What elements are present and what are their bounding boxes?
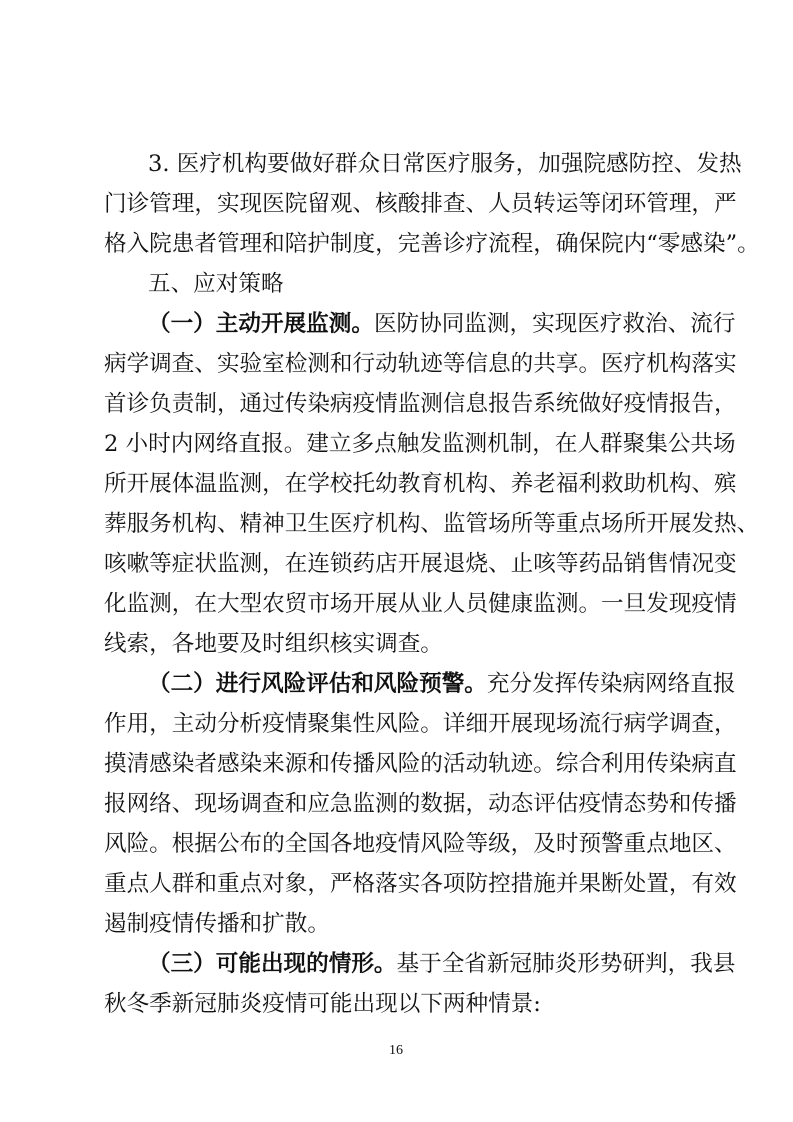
subsection-text: 充分发挥传染病网络直报 <box>486 671 736 697</box>
paragraph-line: 咳嗽等症状监测，在连锁药店开展退烧、止咳等药品销售情况变 <box>104 551 737 577</box>
paragraph-line: 首诊负责制，通过传染病疫情监测信息报告系统做好疫情报告， <box>104 391 737 417</box>
subsection-heading: （二）进行风险评估和风险预警。 <box>148 671 487 697</box>
page-number: 16 <box>389 1043 403 1058</box>
subsection-line <box>148 304 736 344</box>
paragraph-line: 遏制疫情传播和扩散。 <box>104 911 330 937</box>
section-heading: 五、应对策略 <box>148 271 284 297</box>
subsection-heading: （三）可能出现的情形。 <box>148 951 397 977</box>
paragraph-line: 风险。根据公布的全国各地疫情风险等级，及时预警重点地区、 <box>104 831 737 857</box>
paragraph-line: 摸清感染者感染来源和传播风险的活动轨迹。综合利用传染病直 <box>104 751 737 777</box>
paragraph-line: 格入院患者管理和陪护制度，完善诊疗流程，确保院内“零感染”。 <box>104 231 760 257</box>
paragraph-line: 葬服务机构、精神卫生医疗机构、监管场所等重点场所开展发热、 <box>104 511 760 537</box>
paragraph-line: 所开展体温监测，在学校托幼教育机构、养老福利救助机构、殡 <box>104 471 737 497</box>
subsection-heading: （一）主动开展监测。 <box>148 311 374 337</box>
paragraph-line: 线索，各地要及时组织核实调查。 <box>104 631 443 657</box>
subsection-line <box>148 944 736 984</box>
subsection-text: 医防协同监测，实现医疗救治、流行 <box>373 311 736 337</box>
subsection-line <box>148 664 736 704</box>
paragraph-line: 化监测，在大型农贸市场开展从业人员健康监测。一旦发现疫情 <box>104 591 737 617</box>
paragraph-line: 病学调查、实验室检测和行动轨迹等信息的共享。医疗机构落实 <box>104 351 737 377</box>
paragraph-line: 秋冬季新冠肺炎疫情可能出现以下两种情景: <box>104 991 541 1017</box>
paragraph-line: 门诊管理，实现医院留观、核酸排查、人员转运等闭环管理，严 <box>104 191 737 217</box>
paragraph-line: 作用，主动分析疫情聚集性风险。详细开展现场流行病学调查， <box>104 711 737 737</box>
paragraph-line: 3. 医疗机构要做好群众日常医疗服务，加强院感防控、发热 <box>148 151 742 177</box>
paragraph-line: 报网络、现场调查和应急监测的数据，动态评估疫情态势和传播 <box>104 791 737 817</box>
paragraph-line: 重点人群和重点对象，严格落实各项防控措施并果断处置，有效 <box>104 871 737 897</box>
subsection-text: 基于全省新冠肺炎形势研判，我县 <box>396 951 736 977</box>
paragraph-line: 2 小时内网络直报。建立多点触发监测机制，在人群聚集公共场 <box>104 431 736 457</box>
